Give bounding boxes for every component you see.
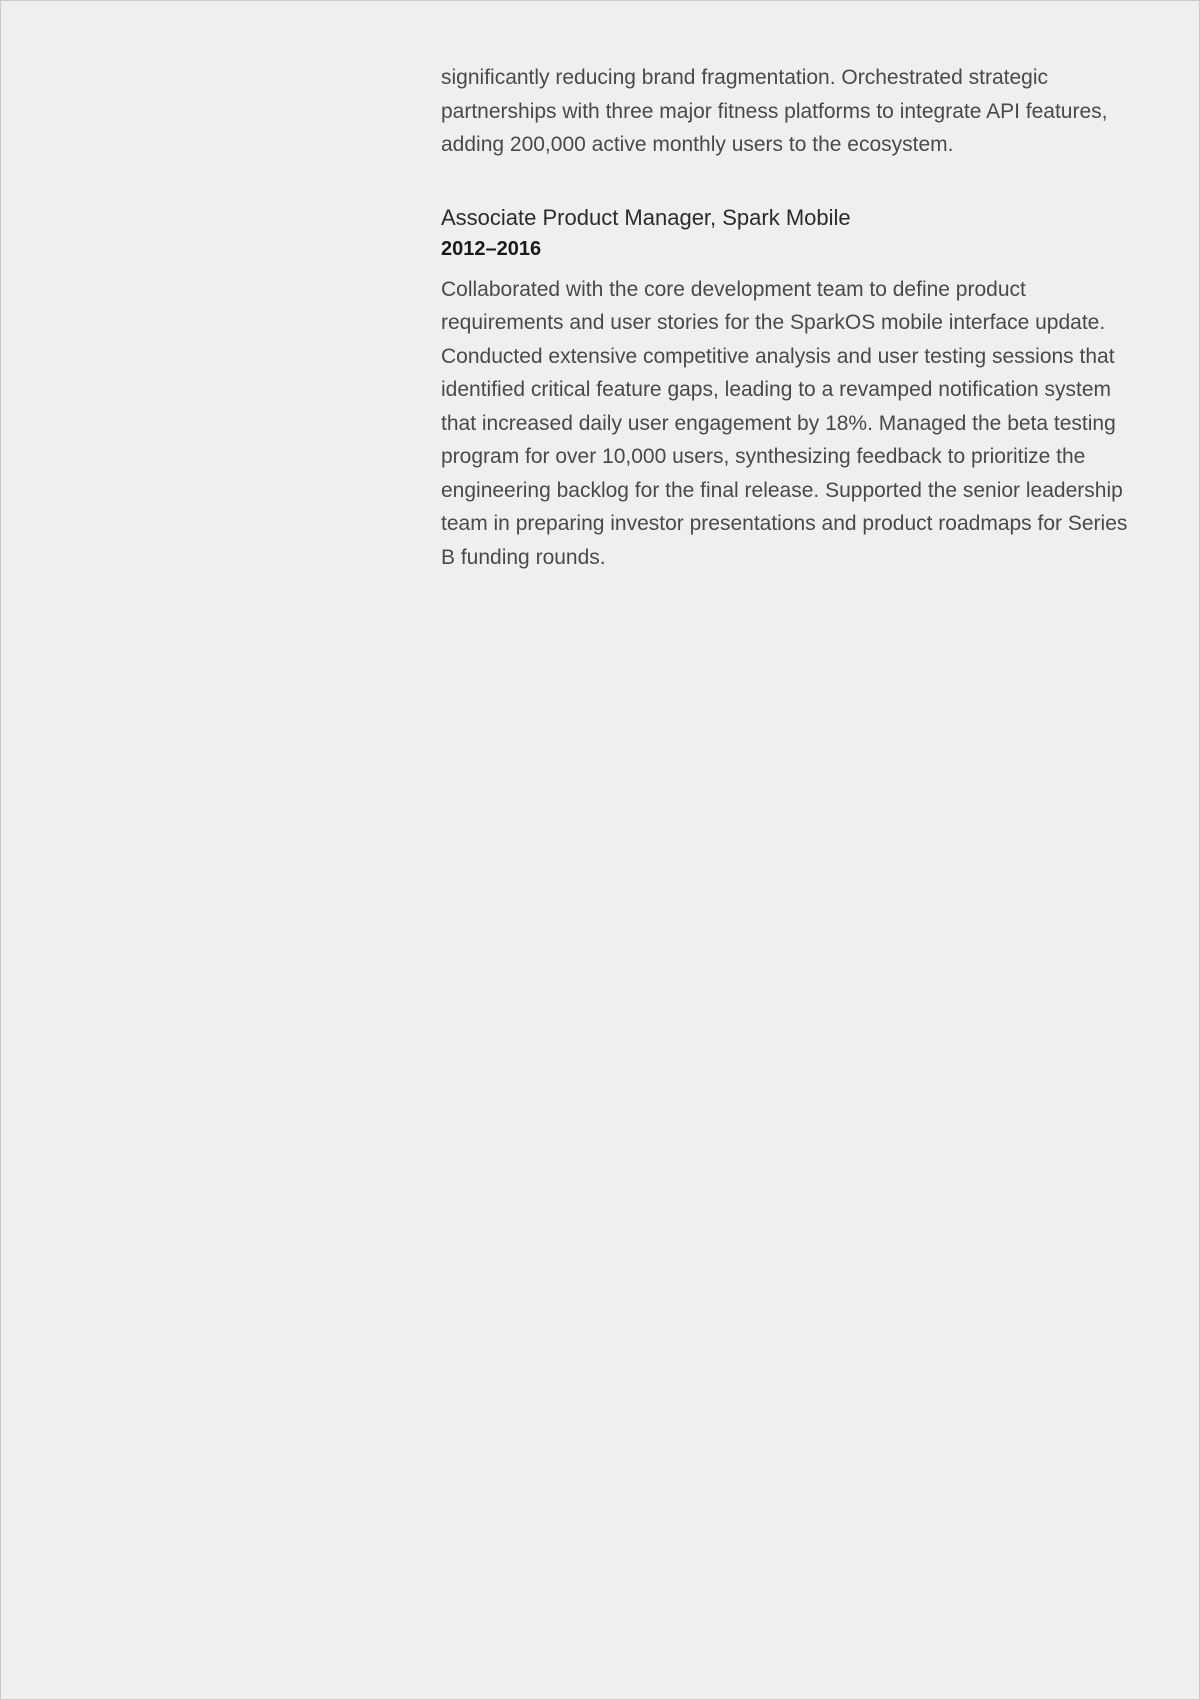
job-title: Associate Product Manager, Spark Mobile xyxy=(441,204,851,230)
job-description: Collaborated with the core development team to define product requirements and user stories for the SparkOS mobile interface update. Conducted extensive competitive analysis and user testing sessions that identified critical feature gaps, leading to a revamped notification system that increased daily user engagement by 18%. Managed the beta testing program for over 10,000 users, synthesizing feedback to prioritize the engineering backlog for the final release. Supported the senior leadership team in preparing investor presentations and product roadmaps for Series B funding rounds. xyxy=(441,277,1128,569)
previous-role-description-continued: significantly reducing brand fragmentation. Orchestrated strategic partnerships with three major fitness platforms to integrate API features, adding 200,000 active monthly users to the ecosystem. xyxy=(441,66,1108,156)
job-dates: 2012–2016 xyxy=(441,237,542,260)
experience-entry xyxy=(441,202,1141,575)
experience-section xyxy=(441,61,1141,574)
